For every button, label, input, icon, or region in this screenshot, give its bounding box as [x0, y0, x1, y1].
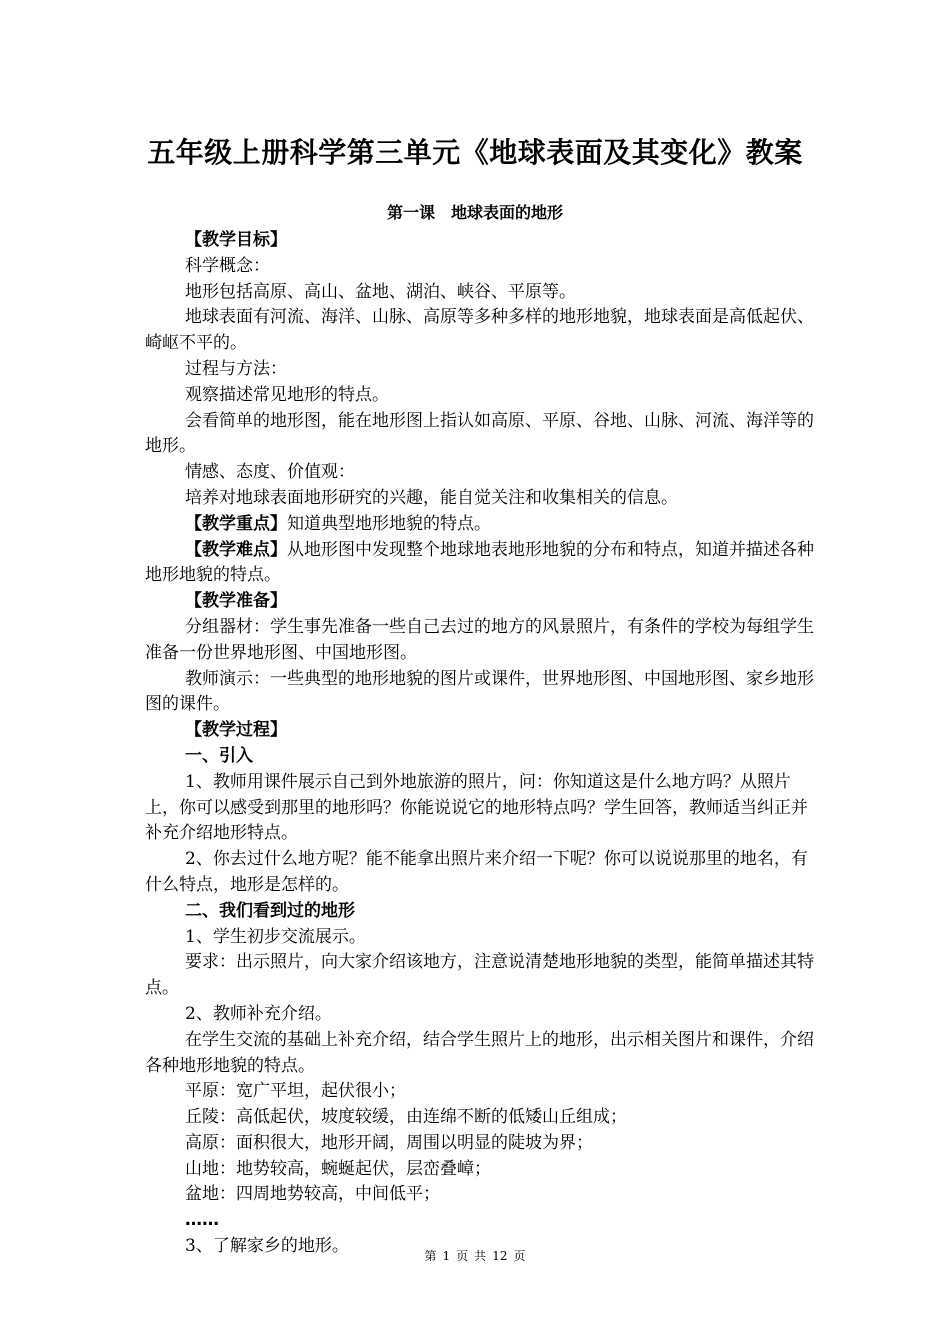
difficulty-heading: 【教学难点】	[185, 539, 287, 560]
prep-2: 教师演示：一些典型的地形地貌的图片或课件，世界地形图、中国地形图、家乡地形图的课件。	[145, 668, 814, 715]
prep-heading: 【教学准备】	[185, 591, 287, 612]
part2-item-1: 1、学生初步交流展示。	[185, 926, 366, 947]
attitude-1: 培养对地球表面地形研究的兴趣，能自觉关注和收集相关的信息。	[185, 487, 678, 508]
key-text: 知道典型地形地貌的特点。	[287, 513, 491, 534]
key-paragraph	[145, 512, 815, 538]
landform-mountain: 山地：地势较高，蜿蜒起伏，层峦叠嶂；	[185, 1158, 491, 1179]
footer-gong: 共	[474, 1249, 487, 1263]
footer-ye2: 页	[513, 1249, 526, 1263]
document-title: 五年级上册科学第三单元《地球表面及其变化》教案	[147, 136, 803, 169]
part1-heading: 一、引入	[185, 745, 253, 766]
process-2: 会看简单的地形图，能在地形图上指认如高原、平原、谷地、山脉、河流、海洋等的地形。	[145, 410, 814, 457]
ellipsis: ……	[185, 1210, 219, 1231]
document-body	[145, 228, 815, 1260]
part2-item-3: 2、教师补充介绍。	[185, 1003, 332, 1024]
part1-item-1: 1、教师用课件展示自己到外地旅游的照片，问：你知道这是什么地方吗？从照片上，你可以感受到那里的地形吗？你能说说它的地形特点吗？学生回答，教师适当纠正并补充介绍地形特点。	[145, 771, 808, 844]
prep-1: 分组器材：学生事先准备一些自己去过的地方的风景照片，有条件的学校为每组学生准备一份世界地形图、中国地形图。	[145, 616, 814, 663]
process-1: 观察描述常见地形的特点。	[185, 384, 389, 405]
footer-ye: 页	[456, 1249, 469, 1263]
process-label: 过程与方法：	[185, 358, 287, 379]
key-heading: 【教学重点】	[185, 513, 287, 534]
landform-plateau: 高原：面积很大，地形开阔，周围以明显的陡坡为界；	[185, 1132, 593, 1153]
part2-item-4: 在学生交流的基础上补充介绍，结合学生照片上的地形，出示相关图片和课件，介绍各种地形地貌的特点。	[145, 1029, 814, 1076]
page-footer	[0, 1246, 950, 1266]
part1-item-2: 2、你去过什么地方呢？能不能拿出照片来介绍一下呢？你可以说说那里的地名，有什么特点，地形是怎样的。	[145, 849, 808, 895]
landform-basin: 盆地：四周地势较高，中间低平；	[185, 1184, 440, 1205]
footer-di: 第	[424, 1249, 437, 1263]
difficulty-text: 从地形图中发现整个地球地表地形地貌的分布和特点，知道并描述各种地形地貌的特点。	[145, 539, 814, 586]
concept-1: 地形包括高原、高山、盆地、湖泊、峡谷、平原等。	[185, 281, 576, 302]
process-heading: 【教学过程】	[185, 720, 287, 741]
difficulty-paragraph	[145, 538, 815, 590]
part2-item-5: 3、了解家乡的地形。	[185, 1236, 349, 1257]
landform-hills: 丘陵：高低起伏，坡度较缓，由连绵不断的低矮山丘组成；	[185, 1107, 627, 1128]
footer-page-number: 1	[442, 1249, 451, 1263]
footer-total-pages: 12	[492, 1249, 508, 1263]
goals-heading: 【教学目标】	[185, 230, 287, 250]
attitude-label: 情感、态度、价值观：	[185, 462, 355, 483]
concept-2: 地球表面有河流、海洋、山脉、高原等多种多样的地形地貌，地球表面是高低起伏、崎岖不平的。	[145, 307, 814, 354]
concept-label: 科学概念：	[185, 255, 270, 276]
landform-plain: 平原：宽广平坦，起伏很小；	[185, 1081, 406, 1102]
lesson-title: 第一课 地球表面的地形	[386, 203, 563, 222]
part2-item-2: 要求：出示照片，向大家介绍该地方，注意说清楚地形地貌的类型，能简单描述其特点。	[145, 952, 814, 999]
part2-heading: 二、我们看到过的地形	[185, 900, 355, 921]
